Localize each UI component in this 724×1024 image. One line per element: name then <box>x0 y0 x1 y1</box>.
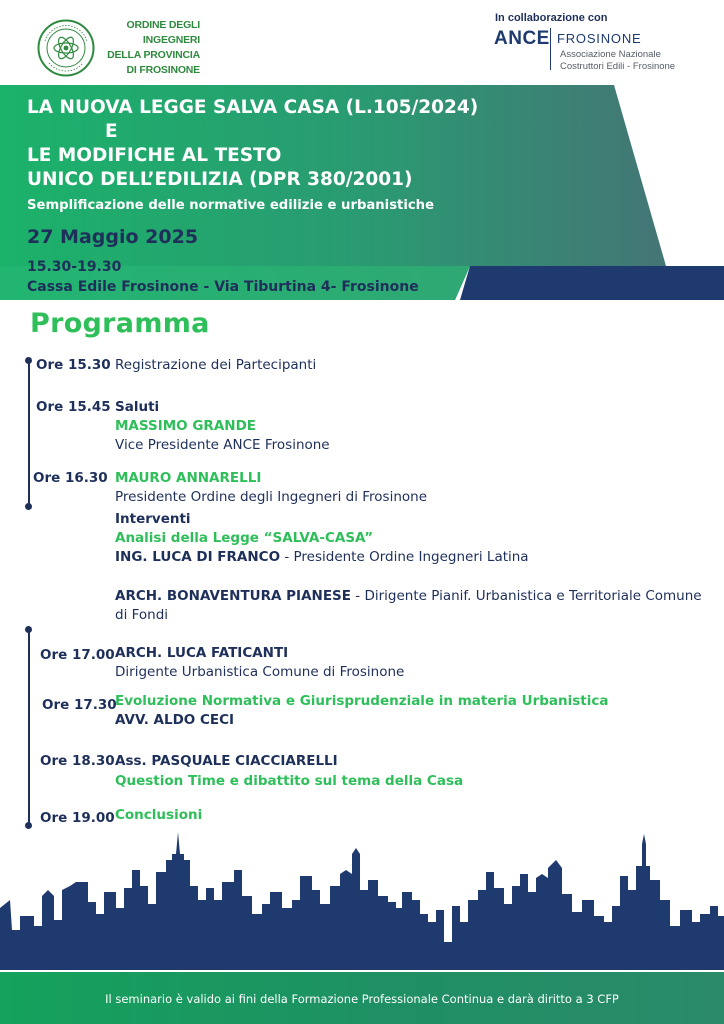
event-title-and: E <box>105 121 118 142</box>
timeline-dot <box>25 822 32 829</box>
slot-line: Conclusioni <box>115 807 203 823</box>
event-time: 15.30-19.30 <box>27 259 122 275</box>
speaker-name: ARCH. BONAVENTURA PIANESE <box>115 588 351 604</box>
talk-title: Analisi della Legge “SALVA-CASA” <box>115 530 374 546</box>
event-title-line-1: LA NUOVA LEGGE SALVA CASA (L.105/2024) <box>27 97 479 118</box>
slot-time: Ore 19.00 <box>40 810 115 826</box>
speaker-role: - Dirigente Pianif. Urbanistica e Territoriale Comune <box>351 588 702 604</box>
speaker-entry <box>115 586 702 606</box>
footer-note: Il seminario è valido ai fini della Formazione Professionale Continua e darà diritto a 3 CFP <box>105 992 619 1006</box>
timeline-dot <box>25 626 32 633</box>
talk-title: Evoluzione Normativa e Giurisprudenziale in materia Urbanistica <box>115 693 609 709</box>
speaker-name: MAURO ANNARELLI <box>115 470 262 486</box>
org-name-line-2: DELLA PROVINCIA <box>107 49 200 61</box>
event-date: 27 Maggio 2025 <box>27 226 199 248</box>
speaker-entry <box>115 547 529 567</box>
speaker-role: Dirigente Urbanistica Comune di Frosinone <box>115 664 405 680</box>
slot-time: Ore 17.30 <box>42 697 117 713</box>
speaker-role: Presidente Ordine degli Ingegneri di Frosinone <box>115 489 428 505</box>
ance-city: FROSINONE <box>557 31 642 46</box>
event-subtitle: Semplificazione delle normative edilizie e urbanistiche <box>27 198 435 213</box>
speaker-role: Vice Presidente ANCE Frosinone <box>115 437 330 453</box>
slot-line: Registrazione dei Partecipanti <box>115 357 317 373</box>
slot-line: Saluti <box>115 399 160 415</box>
speaker-role-continued: di Fondi <box>115 607 169 623</box>
city-skyline <box>0 830 724 970</box>
slot-time: Ore 15.30 <box>36 357 111 373</box>
event-title-line-3: UNICO DELL’EDILIZIA (DPR 380/2001) <box>27 169 413 190</box>
program-title: Programma <box>30 308 210 339</box>
talk-title: Question Time e dibattito sul tema della Casa <box>115 773 464 789</box>
ance-logo: ANCE <box>494 28 550 49</box>
event-title-line-2: LE MODIFICHE AL TESTO <box>27 145 282 166</box>
slot-line: Interventi <box>115 511 191 527</box>
event-venue: Cassa Edile Frosinone - Via Tiburtina 4- Frosinone <box>27 279 419 295</box>
timeline-dot <box>25 357 32 364</box>
ance-assoc-line-1: Associazione Nazionale <box>560 49 661 60</box>
timeline-line-upper <box>28 360 30 508</box>
ance-assoc-line-2: Costruttori Edili - Frosinone <box>560 61 676 72</box>
timeline-dot <box>25 503 32 510</box>
speaker-name: AVV. ALDO CECI <box>115 712 235 728</box>
org-name-line-3: DI FROSINONE <box>126 64 200 76</box>
collaboration-label: In collaborazione con <box>495 12 608 24</box>
speaker-name: Ass. PASQUALE CIACCIARELLI <box>115 753 338 769</box>
speaker-name: ING. LUCA DI FRANCO <box>115 549 281 565</box>
speaker-role: - Presidente Ordine Ingegneri Latina <box>280 549 529 565</box>
org-name-line-1: ORDINE DEGLI INGEGNERI <box>126 19 200 46</box>
slot-time: Ore 16.30 <box>33 470 108 486</box>
slot-time: Ore 15.45 <box>36 399 111 415</box>
speaker-name: MASSIMO GRANDE <box>115 418 257 434</box>
timeline-line-lower <box>28 630 30 828</box>
banner-text <box>0 0 724 300</box>
speaker-name: ARCH. LUCA FATICANTI <box>115 645 289 661</box>
slot-time: Ore 18.30 <box>40 753 115 769</box>
slot-time: Ore 17.00 <box>40 647 115 663</box>
